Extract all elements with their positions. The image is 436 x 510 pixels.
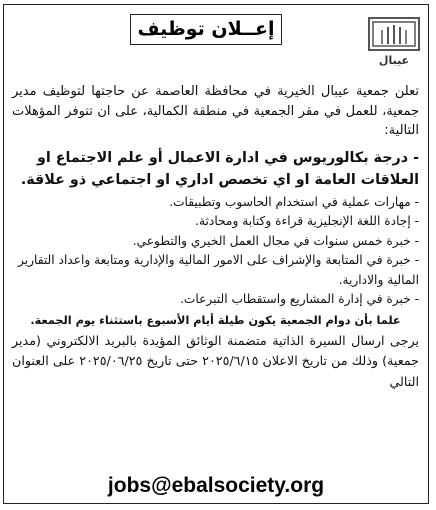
qualification-item: - إجادة اللغة الإنجليزية قراءة وكتابة ومحادثة. bbox=[195, 214, 419, 228]
qualification-item: - خبرة خمس سنوات في مجال العمل الخيري والتطوعي. bbox=[132, 233, 419, 248]
qualification-item: - خبرة في إدارة المشاريع واستقطاب التبرعات. bbox=[180, 292, 419, 306]
qualification-item: - خبرة في المتابعة والإشراف على الامور المالية والإدارية ومتابعة واعداد التقارير المالية والادارية. bbox=[17, 253, 419, 287]
society-logo bbox=[368, 17, 420, 71]
qualifications-list bbox=[12, 193, 419, 310]
logo-text: عيبال bbox=[378, 54, 410, 67]
degree-requirement: - درجة بكالوريوس في ادارة الاعمال أو علم الاجتماع او العلاقات العامة او اي تخصص اداري او اجتماعي ذو علاقة. bbox=[20, 149, 419, 188]
intro-paragraph: تعلن جمعية عيبال الخيرية في محافظة العاصمة عن حاجتها لتوظيف مدير جمعية، للعمل في مقر الجمعية في منطقة الكمالية، على ان تتوفر المؤهلات التالية: bbox=[12, 84, 419, 138]
announcement-body bbox=[12, 82, 419, 392]
announcement-frame bbox=[3, 4, 429, 504]
contact-email[interactable]: jobs@ebalsociety.org bbox=[107, 474, 325, 497]
header bbox=[4, 5, 428, 75]
qualification-item: - مهارات عملية في استخدام الحاسوب وتطبيقات. bbox=[169, 194, 419, 209]
application-instructions: يرجى ارسال السيرة الذاتية متضمنة الوثائق المؤيدة بالبريد الالكتروني (مدير جمعية) وذلك من تاريخ الاعلان ٢٠٢٥/٦/١٥ حتى تاريخ ٢٠٢٥/٠٦/٢٥ على العنوان التالي bbox=[12, 332, 420, 389]
wheat-logo-icon bbox=[368, 17, 420, 51]
page-title: إعــلان توظيف bbox=[130, 14, 282, 45]
working-days-note: علما بأن دوام الجمعية يكون طيلة أيام الأسبوع باستثناء يوم الجمعة. bbox=[30, 313, 401, 327]
